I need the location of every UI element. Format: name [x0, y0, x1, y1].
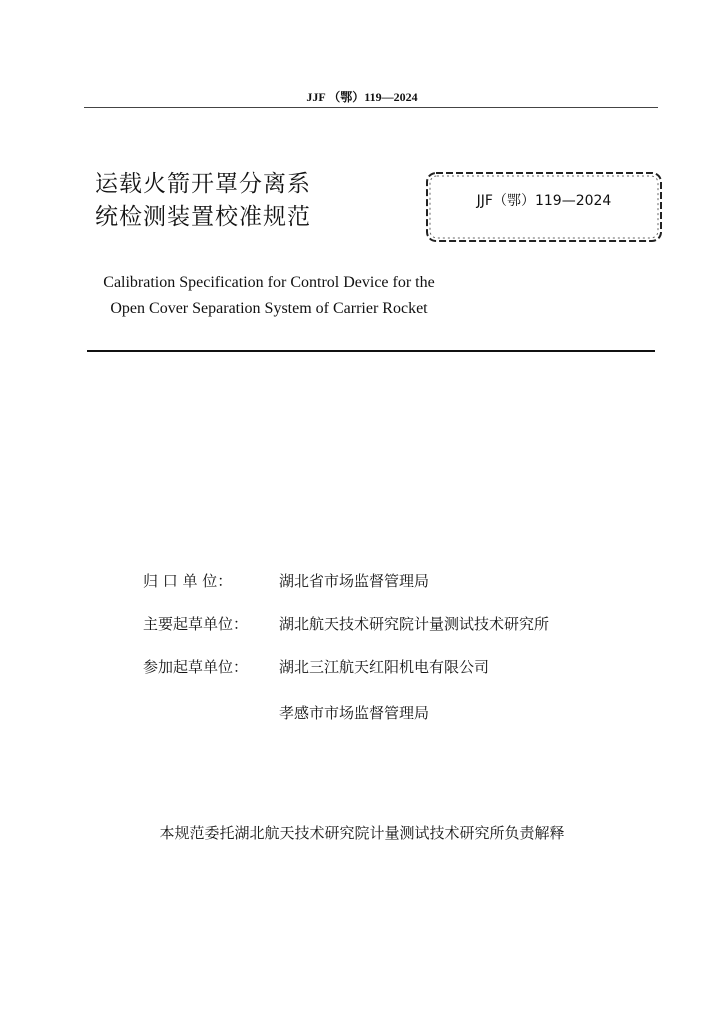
title-english-line-2: Open Cover Separation System of Carrier Rocket	[110, 300, 428, 317]
title-english	[84, 270, 454, 322]
participating-unit-label: 参加起草单位：	[143, 658, 249, 676]
title-chinese	[95, 168, 425, 234]
standard-code-box	[424, 170, 664, 244]
interpretation-note: 本规范委托湖北航天技术研究院计量测试技术研究所负责解释	[159, 824, 565, 842]
responsible-unit-label: 归 口 单 位：	[143, 572, 233, 590]
participating-unit-value-1: 湖北三江航天红阳机电有限公司	[279, 658, 490, 676]
title-chinese-line-1: 运载火箭开罩分离系	[95, 171, 311, 197]
responsible-unit-value: 湖北省市场监督管理局	[279, 572, 430, 590]
participating-unit-value-2: 孝感市市场监督管理局	[279, 704, 430, 722]
drafting-unit-label: 主要起草单位：	[143, 615, 249, 633]
drafting-unit-value: 湖北航天技术研究院计量测试技术研究所	[279, 615, 550, 633]
title-chinese-line-2: 统检测装置校准规范	[95, 204, 311, 230]
standard-code-text: JJF（鄂）119—2024	[476, 193, 612, 209]
title-english-line-1: Calibration Specification for Control Device for the	[103, 274, 435, 291]
header-divider	[84, 107, 658, 108]
main-divider	[87, 350, 655, 352]
header-standard-code: JJF （鄂）119—2024	[306, 90, 418, 104]
